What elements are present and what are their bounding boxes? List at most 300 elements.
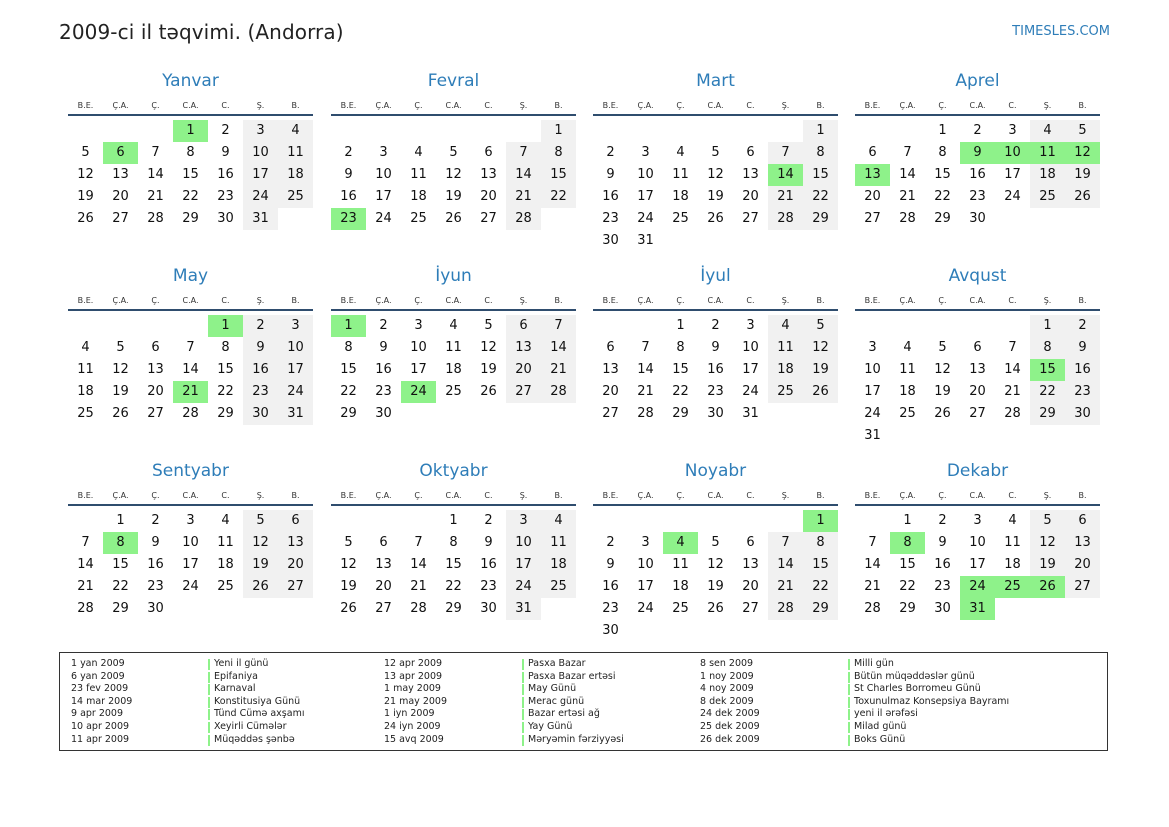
holiday-day-cell: 31 [960, 598, 995, 620]
weekday-label: B. [554, 101, 563, 110]
legend-date: 26 dek 2009 [700, 733, 760, 745]
weekday-label: Ç.A. [899, 491, 916, 500]
day-cell: 10 [864, 362, 881, 377]
day-cell: 12 [445, 167, 462, 182]
legend-date: 1 noy 2009 [700, 670, 754, 682]
day-cell: 12 [1039, 535, 1056, 550]
day-cell: 23 [934, 579, 951, 594]
day-cell: 5 [1078, 123, 1087, 138]
weekday-label: Ş. [781, 491, 790, 500]
weekday-label: Ş. [256, 101, 265, 110]
site-link[interactable]: TIMESLES.COM [1012, 24, 1110, 39]
weekday-label: Ş. [781, 101, 790, 110]
legend-date: 4 noy 2009 [700, 683, 754, 695]
day-cell: 15 [112, 557, 129, 572]
day-cell: 3 [414, 318, 423, 333]
day-cell: 5 [816, 318, 825, 333]
legend-date: 12 apr 2009 [384, 658, 443, 669]
day-cell: 15 [340, 362, 357, 377]
day-cell: 28 [550, 384, 567, 399]
day-cell: 7 [554, 318, 563, 333]
month-name: Fevral [427, 71, 480, 91]
day-cell: 8 [344, 340, 353, 355]
day-cell: 9 [151, 535, 160, 550]
weekday-label: Ç. [151, 491, 160, 500]
day-cell: 31 [252, 211, 269, 226]
day-cell: 6 [291, 513, 300, 528]
day-cell: 13 [969, 362, 986, 377]
day-cell: 28 [182, 406, 199, 421]
day-cell: 6 [746, 145, 755, 160]
day-cell: 5 [711, 145, 720, 160]
day-cell: 20 [480, 189, 497, 204]
day-cell: 11 [550, 535, 567, 550]
day-cell: 26 [252, 579, 269, 594]
day-cell: 1 [1043, 318, 1052, 333]
day-cell: 27 [969, 406, 986, 421]
holiday-day-cell: 12 [1065, 142, 1100, 164]
weekday-label: B.E. [340, 491, 357, 500]
day-cell: 16 [340, 189, 357, 204]
day-cell: 8 [816, 535, 825, 550]
day-cell: 12 [934, 362, 951, 377]
holiday-day-cell: 15 [1030, 359, 1065, 381]
weekday-label: B. [816, 491, 825, 500]
legend-date: 6 yan 2009 [71, 670, 125, 682]
weekday-label: C. [746, 101, 755, 110]
day-cell: 5 [484, 318, 493, 333]
day-cell: 1 [676, 318, 685, 333]
day-cell: 17 [182, 557, 199, 572]
day-cell: 2 [484, 513, 493, 528]
day-cell: 13 [287, 535, 304, 550]
weekday-label: B. [1078, 101, 1087, 110]
day-cell: 17 [864, 384, 881, 399]
day-cell: 16 [707, 362, 724, 377]
day-cell: 30 [217, 211, 234, 226]
day-cell: 23 [602, 211, 619, 226]
day-cell: 19 [252, 557, 269, 572]
day-cell: 24 [1004, 189, 1021, 204]
weekday-label: C.A. [182, 491, 199, 500]
day-cell: 16 [1074, 362, 1091, 377]
weekday-label: C.A. [182, 296, 199, 305]
holiday-day-cell: 23 [331, 208, 366, 230]
holiday-day-cell: 13 [855, 164, 890, 186]
day-cell: 13 [147, 362, 164, 377]
day-cell: 23 [707, 384, 724, 399]
day-cell: 5 [449, 145, 458, 160]
day-cell: 20 [112, 189, 129, 204]
day-cell: 19 [1074, 167, 1091, 182]
header-rule [593, 309, 838, 311]
day-cell: 13 [515, 340, 532, 355]
day-cell: 24 [182, 579, 199, 594]
weekday-label: B. [816, 101, 825, 110]
weekday-label: Ş. [519, 491, 528, 500]
day-cell: 8 [1043, 340, 1052, 355]
day-cell: 14 [77, 557, 94, 572]
day-cell: 10 [252, 145, 269, 160]
day-cell: 5 [116, 340, 125, 355]
day-cell: 28 [515, 211, 532, 226]
weekday-label: Ç. [676, 101, 685, 110]
day-cell: 17 [252, 167, 269, 182]
weekday-label: B. [291, 296, 300, 305]
day-cell: 16 [969, 167, 986, 182]
day-cell: 5 [711, 535, 720, 550]
day-cell: 27 [602, 406, 619, 421]
day-cell: 11 [77, 362, 94, 377]
day-cell: 6 [606, 340, 615, 355]
day-cell: 2 [606, 145, 615, 160]
day-cell: 10 [182, 535, 199, 550]
day-cell: 18 [77, 384, 94, 399]
holiday-day-cell: 8 [890, 532, 925, 554]
day-cell: 19 [707, 579, 724, 594]
month-name: Dekabr [946, 461, 1009, 481]
legend-holiday: Toxunulmaz Konsepsiya Bayramı [848, 696, 1009, 709]
weekday-label: Ç.A. [112, 296, 129, 305]
day-cell: 20 [287, 557, 304, 572]
holiday-day-cell: 1 [173, 120, 208, 142]
day-cell: 4 [81, 340, 90, 355]
day-cell: 13 [1074, 535, 1091, 550]
day-cell: 19 [1039, 557, 1056, 572]
weekday-label: C. [221, 101, 230, 110]
weekday-label: Ç. [414, 101, 423, 110]
day-cell: 17 [637, 189, 654, 204]
day-cell: 28 [147, 211, 164, 226]
day-cell: 10 [287, 340, 304, 355]
day-cell: 16 [217, 167, 234, 182]
weekday-label: Ç. [938, 101, 947, 110]
day-cell: 19 [77, 189, 94, 204]
weekday-label: Ş. [519, 296, 528, 305]
weekday-label: B. [554, 296, 563, 305]
holiday-day-cell: 24 [401, 381, 436, 403]
holiday-day-cell: 4 [663, 532, 698, 554]
day-cell: 8 [221, 340, 230, 355]
day-cell: 18 [777, 362, 794, 377]
weekday-label: B. [1078, 491, 1087, 500]
day-cell: 3 [973, 513, 982, 528]
weekday-label: Ç. [151, 296, 160, 305]
month-name: Yanvar [162, 71, 219, 91]
day-cell: 3 [291, 318, 300, 333]
legend-names-col-3 [848, 658, 1009, 746]
month-name: Mart [696, 71, 735, 91]
day-cell: 24 [515, 579, 532, 594]
day-cell: 24 [375, 211, 392, 226]
day-cell: 10 [637, 557, 654, 572]
header-rule [593, 114, 838, 116]
day-cell: 3 [641, 145, 650, 160]
day-cell: 30 [1074, 406, 1091, 421]
legend-holiday: Məryəmin fərziyyəsi [522, 734, 624, 747]
day-cell: 17 [742, 362, 759, 377]
day-cell: 20 [602, 384, 619, 399]
holiday-day-cell: 1 [208, 315, 243, 337]
day-cell: 6 [868, 145, 877, 160]
day-cell: 23 [252, 384, 269, 399]
legend-holiday: Yay Günü [522, 721, 624, 734]
legend-date: 14 mar 2009 [71, 695, 133, 707]
weekday-label: Ç.A. [112, 491, 129, 500]
day-cell: 27 [375, 601, 392, 616]
day-cell: 31 [287, 406, 304, 421]
day-cell: 11 [287, 145, 304, 160]
weekday-label: C. [746, 296, 755, 305]
header-rule [593, 504, 838, 506]
day-cell: 18 [217, 557, 234, 572]
day-cell: 14 [899, 167, 916, 182]
day-cell: 22 [182, 189, 199, 204]
legend-holiday: Konstitusiya Günü [208, 696, 304, 709]
day-cell: 26 [1074, 189, 1091, 204]
weekday-label: B. [1078, 296, 1087, 305]
day-cell: 11 [672, 557, 689, 572]
day-cell: 6 [379, 535, 388, 550]
weekday-label: B.E. [864, 491, 881, 500]
day-cell: 20 [375, 579, 392, 594]
weekday-label: C.A. [969, 101, 986, 110]
legend-holiday: May Günü [522, 683, 624, 696]
day-cell: 25 [217, 579, 234, 594]
day-cell: 21 [1004, 384, 1021, 399]
legend-date: 25 dek 2009 [700, 720, 760, 732]
day-cell: 19 [707, 189, 724, 204]
day-cell: 9 [606, 167, 615, 182]
day-cell: 13 [480, 167, 497, 182]
day-cell: 8 [938, 145, 947, 160]
day-cell: 14 [515, 167, 532, 182]
day-cell: 10 [969, 535, 986, 550]
day-cell: 21 [550, 362, 567, 377]
day-cell: 29 [1039, 406, 1056, 421]
day-cell: 23 [969, 189, 986, 204]
day-cell: 15 [445, 557, 462, 572]
legend-names-col-1 [208, 658, 304, 746]
day-cell: 30 [707, 406, 724, 421]
day-cell: 1 [816, 123, 825, 138]
weekday-label: C. [1008, 296, 1017, 305]
day-cell: 9 [938, 535, 947, 550]
day-cell: 2 [379, 318, 388, 333]
day-cell: 23 [602, 601, 619, 616]
day-cell: 8 [676, 340, 685, 355]
day-cell: 31 [742, 406, 759, 421]
day-cell: 21 [864, 579, 881, 594]
weekday-label: C.A. [969, 296, 986, 305]
day-cell: 16 [480, 557, 497, 572]
weekday-label: B.E. [602, 491, 619, 500]
day-cell: 30 [934, 601, 951, 616]
legend-holiday: Milli gün [848, 658, 1009, 671]
day-cell: 7 [641, 340, 650, 355]
header-rule [331, 114, 576, 116]
day-cell: 21 [410, 579, 427, 594]
day-cell: 26 [112, 406, 129, 421]
legend-holiday: Bazar ertəsi ağ [522, 708, 624, 721]
day-cell: 11 [672, 167, 689, 182]
day-cell: 12 [707, 167, 724, 182]
day-cell: 27 [515, 384, 532, 399]
day-cell: 18 [410, 189, 427, 204]
day-cell: 10 [375, 167, 392, 182]
day-cell: 29 [182, 211, 199, 226]
day-cell: 13 [602, 362, 619, 377]
day-cell: 15 [217, 362, 234, 377]
day-cell: 28 [637, 406, 654, 421]
weekday-label: Ç.A. [112, 101, 129, 110]
day-cell: 2 [711, 318, 720, 333]
weekday-label: C.A. [707, 101, 724, 110]
day-cell: 9 [344, 167, 353, 182]
day-cell: 19 [934, 384, 951, 399]
day-cell: 10 [410, 340, 427, 355]
day-cell: 20 [147, 384, 164, 399]
legend-date: 24 iyn 2009 [384, 720, 441, 732]
day-cell: 9 [606, 557, 615, 572]
day-cell: 22 [445, 579, 462, 594]
day-cell: 19 [445, 189, 462, 204]
day-cell: 3 [746, 318, 755, 333]
legend-holiday: Pasxa Bazar [522, 658, 624, 671]
day-cell: 30 [602, 623, 619, 638]
day-cell: 20 [864, 189, 881, 204]
weekday-label: Ş. [256, 491, 265, 500]
day-cell: 2 [151, 513, 160, 528]
day-cell: 8 [186, 145, 195, 160]
weekday-label: C. [746, 491, 755, 500]
weekday-label: C.A. [969, 491, 986, 500]
weekday-label: Ş. [519, 101, 528, 110]
weekday-label: Ş. [256, 296, 265, 305]
day-cell: 12 [812, 340, 829, 355]
day-cell: 4 [414, 145, 423, 160]
day-cell: 18 [1039, 167, 1056, 182]
day-cell: 26 [77, 211, 94, 226]
day-cell: 25 [550, 579, 567, 594]
day-cell: 30 [252, 406, 269, 421]
day-cell: 7 [519, 145, 528, 160]
day-cell: 23 [147, 579, 164, 594]
day-cell: 5 [256, 513, 265, 528]
holiday-day-cell: 1 [331, 315, 366, 337]
day-cell: 9 [221, 145, 230, 160]
day-cell: 28 [1004, 406, 1021, 421]
legend-dates-col-2 [384, 658, 447, 746]
weekday-label: Ç. [414, 491, 423, 500]
weekday-label: B.E. [602, 296, 619, 305]
day-cell: 5 [344, 535, 353, 550]
day-cell: 31 [864, 428, 881, 443]
legend-date: 1 yan 2009 [71, 658, 125, 669]
day-cell: 25 [899, 406, 916, 421]
day-cell: 2 [938, 513, 947, 528]
day-cell: 17 [410, 362, 427, 377]
day-cell: 20 [1074, 557, 1091, 572]
day-cell: 3 [868, 340, 877, 355]
legend-holiday: Tünd Cümə axşamı [208, 708, 304, 721]
day-cell: 17 [375, 189, 392, 204]
day-cell: 16 [934, 557, 951, 572]
holiday-day-cell: 21 [173, 381, 208, 403]
day-cell: 22 [812, 579, 829, 594]
weekday-label: Ç.A. [637, 296, 654, 305]
day-cell: 25 [672, 601, 689, 616]
day-cell: 28 [777, 601, 794, 616]
day-cell: 21 [899, 189, 916, 204]
legend-names-col-2 [522, 658, 624, 746]
day-cell: 25 [777, 384, 794, 399]
day-cell: 3 [519, 513, 528, 528]
day-cell: 20 [969, 384, 986, 399]
day-cell: 21 [777, 579, 794, 594]
day-cell: 27 [1074, 579, 1091, 594]
weekday-label: Ç. [676, 491, 685, 500]
day-cell: 23 [217, 189, 234, 204]
page-title: 2009-ci il təqvimi. (Andorra) [59, 20, 344, 44]
day-cell: 22 [672, 384, 689, 399]
day-cell: 12 [707, 557, 724, 572]
weekday-label: Ç. [938, 296, 947, 305]
day-cell: 20 [742, 189, 759, 204]
day-cell: 12 [480, 340, 497, 355]
day-cell: 17 [637, 579, 654, 594]
day-cell: 3 [256, 123, 265, 138]
legend-date: 1 may 2009 [384, 683, 441, 695]
day-cell: 20 [515, 362, 532, 377]
day-cell: 17 [515, 557, 532, 572]
legend-date: 21 may 2009 [384, 695, 448, 707]
weekday-label: C.A. [182, 101, 199, 110]
weekday-label: C. [484, 491, 493, 500]
day-cell: 3 [186, 513, 195, 528]
holiday-day-cell: 26 [1030, 576, 1065, 598]
day-cell: 11 [445, 340, 462, 355]
day-cell: 2 [973, 123, 982, 138]
day-cell: 7 [151, 145, 160, 160]
day-cell: 25 [445, 384, 462, 399]
day-cell: 25 [287, 189, 304, 204]
weekday-label: C. [221, 491, 230, 500]
legend-date: 8 dek 2009 [700, 695, 754, 707]
day-cell: 15 [899, 557, 916, 572]
day-cell: 4 [781, 318, 790, 333]
holiday-day-cell: 11 [1030, 142, 1065, 164]
day-cell: 21 [147, 189, 164, 204]
day-cell: 19 [340, 579, 357, 594]
weekday-label: Ş. [1043, 296, 1052, 305]
weekday-label: Ç. [414, 296, 423, 305]
day-cell: 21 [637, 384, 654, 399]
day-cell: 19 [812, 362, 829, 377]
day-cell: 14 [777, 557, 794, 572]
legend-holiday: Pasxa Bazar ertəsi [522, 671, 624, 684]
day-cell: 6 [973, 340, 982, 355]
legend-holiday: Boks Günü [848, 734, 1009, 747]
day-cell: 12 [77, 167, 94, 182]
month-name: Noyabr [684, 461, 747, 481]
day-cell: 21 [515, 189, 532, 204]
day-cell: 18 [672, 189, 689, 204]
weekday-label: Ç.A. [375, 491, 392, 500]
day-cell: 18 [672, 579, 689, 594]
day-cell: 28 [77, 601, 94, 616]
day-cell: 29 [899, 601, 916, 616]
